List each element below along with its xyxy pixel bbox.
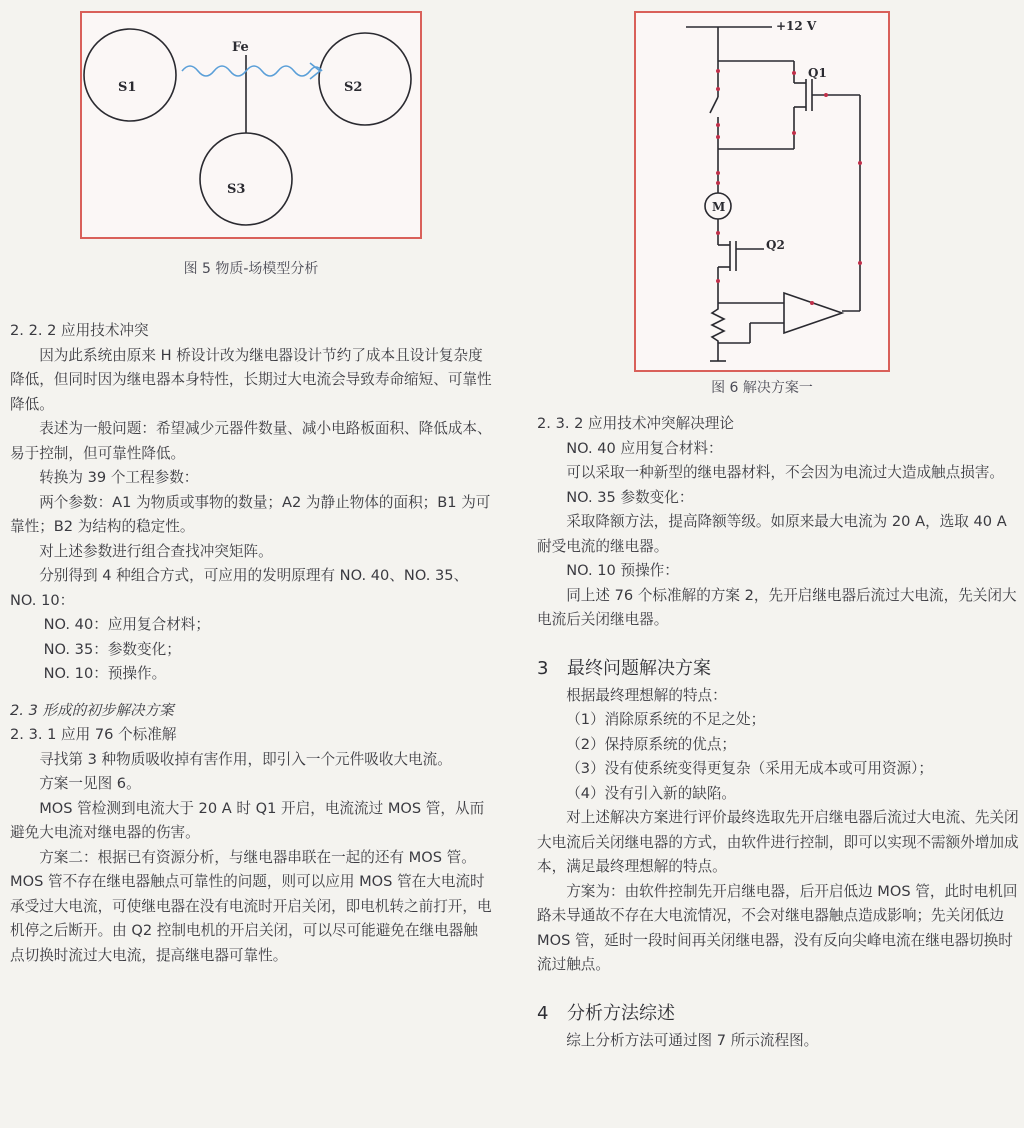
paragraph: 两个参数：A1 为物质或事物的数量；A2 为静止物体的面积；B1 为可靠性；B2 为结构的稳定性。: [10, 493, 491, 535]
section-4-heading: [537, 1001, 1019, 1027]
q1-label: Q1: [808, 66, 827, 80]
list-item: （2）保持原系统的优点；: [566, 735, 737, 753]
paragraph: 方案二：根据已有资源分析，与继电器串联在一起的还有 MOS 管。MOS 管不存在继电器触点可靠性的问题，则可以应用 MOS 管在大电流时承受过大电流，可使继电器在没有电流时开启关闭，即电机转之前打开，电机停之后断开。由 Q2 控制电机的开启关闭，可以尽可能避免在继电器触点切换时流过大电流，提高继电器可靠性。: [10, 848, 492, 964]
list-item: （4）没有引入新的缺陷。: [566, 784, 737, 802]
paragraph: 综上分析方法可通过图 7 所示流程图。: [566, 1031, 819, 1049]
s2-label: S2: [344, 80, 363, 95]
paragraph: 方案为：由软件控制先开启继电器，后开启低边 MOS 管，此时电机回路未导通故不存在大电流情况，不会对继电器触点造成影响；先关闭低边 MOS 管，延时一段时间再关闭继电器，没有反向尖峰电流在继电器切换时流过触点。: [537, 882, 1018, 973]
s3-circle: [200, 133, 292, 225]
s1-circle: [84, 29, 176, 121]
section-3-number: 3: [537, 657, 549, 679]
list-item: NO. 40：应用复合材料；: [43, 616, 210, 633]
paragraph: NO. 35 参数变化：: [566, 488, 694, 506]
paragraph: NO. 40 应用复合材料：: [566, 439, 723, 457]
paragraph: 分别得到 4 种组合方式，可应用的发明原理有 NO. 40、NO. 35、NO. 10：: [10, 567, 469, 609]
paragraph: 同上述 76 个标准解的方案 2，先开启继电器后流过大电流，先关闭大电流后关闭继电器。: [537, 586, 1017, 628]
circuit-diagram: [636, 13, 892, 374]
s3-label: S3: [227, 182, 246, 197]
paragraph: 对上述解决方案进行评价最终选取先开启继电器后流过大电流、先关闭大电流后关闭继电器的方式，由软件进行控制，即可以实现不需额外增加成本，满足最终理想解的特点。: [537, 809, 1019, 875]
figure-5-caption: 图 5 物质-场模型分析: [183, 261, 319, 277]
paragraph: 对上述参数进行组合查找冲突矩阵。: [39, 542, 273, 560]
voltage-label: +12 V: [776, 19, 817, 33]
paragraph: 因为此系统由原来 H 桥设计改为继电器设计节约了成本且设计复杂度降低，但同时因为继电器本身特性，长期过大电流会导致寿命缩短、可靠性降低。: [10, 346, 492, 413]
q2-label: Q2: [766, 238, 785, 252]
list-item: NO. 35：参数变化；: [43, 640, 181, 658]
s2-circle: [319, 33, 411, 125]
paragraph: 表述为一般问题：希望减少元器件数量、减小电路板面积、降低成本、易于控制，但可靠性降低。: [10, 420, 492, 462]
section-2-2-2-title: 2. 2. 2 应用技术冲突: [10, 322, 149, 339]
section-2-3-title: 2. 3 形成的初步解决方案: [10, 701, 174, 719]
motor-label: M: [712, 200, 726, 214]
paragraph: 方案一见图 6。: [39, 775, 141, 792]
paragraph: 根据最终理想解的特点：: [566, 686, 727, 704]
section-3-heading: [537, 656, 1019, 682]
figure-6-caption: 图 6 解决方案一: [711, 380, 813, 396]
figure-5-substance-field-model: [80, 11, 422, 239]
section-4-title: 分析方法综述: [567, 1002, 675, 1024]
s1-label: S1: [118, 80, 137, 95]
section-3-title: 最终问题解决方案: [567, 657, 711, 679]
list-item: （3）没有使系统变得更复杂（采用无成本或可用资源）；: [566, 760, 934, 777]
fe-label: Fe: [232, 40, 249, 55]
section-2-3-2-title: 2. 3. 2 应用技术冲突解决理论: [537, 415, 734, 432]
paragraph: NO. 10 预操作：: [566, 562, 679, 579]
substance-field-diagram: [82, 13, 424, 241]
paragraph: 寻找第 3 种物质吸收掉有害作用，即引入一个元件吸收大电流。: [39, 750, 452, 768]
paragraph: MOS 管检测到电流大于 20 A 时 Q1 开启，电流流过 MOS 管，从而避免大电流对继电器的伤害。: [10, 799, 485, 841]
list-item: NO. 10：预操作。: [43, 665, 167, 682]
section-4-number: 4: [537, 1002, 549, 1024]
right-column: [537, 412, 1019, 1053]
harmful-interaction-wave: [182, 66, 322, 76]
left-column: [10, 319, 492, 968]
list-item: （1）消除原系统的不足之处；: [566, 711, 766, 728]
paragraph: 转换为 39 个工程参数：: [39, 469, 199, 486]
figure-6-circuit: [634, 11, 890, 372]
paragraph: 可以采取一种新型的继电器材料，不会因为电流过大造成触点损害。: [566, 464, 1005, 481]
section-2-3-1-title: 2. 3. 1 应用 76 个标准解: [10, 726, 177, 743]
paragraph: 采取降额方法，提高降额等级。如原来最大电流为 20 A，选取 40 A 耐受电流的继电器。: [537, 513, 1007, 555]
